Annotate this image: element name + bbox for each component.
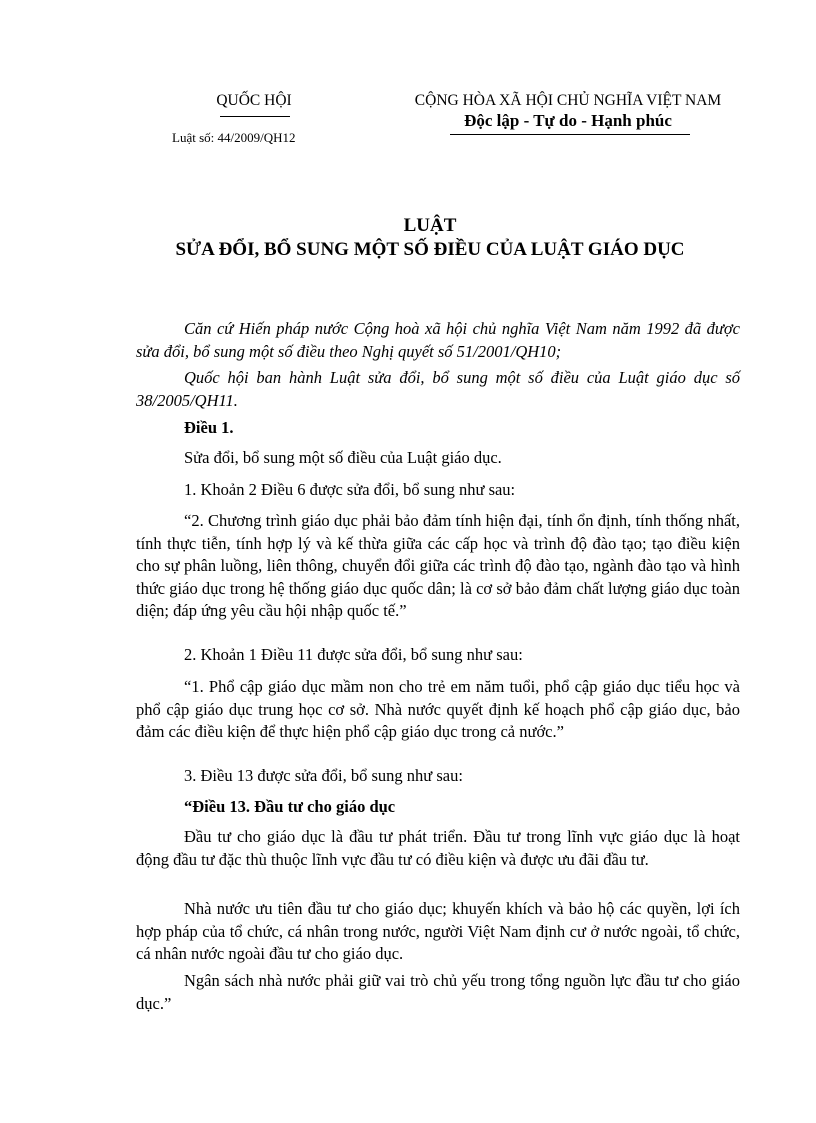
national-motto: Độc lập - Tự do - Hạnh phúc [464,111,672,130]
article-1-intro: Sửa đổi, bổ sung một số điều của Luật giáo dục. [184,448,502,467]
issuing-agency: QUỐC HỘI [216,92,292,109]
item-3-heading: 3. Điều 13 được sửa đổi, bổ sung như sau: [184,766,463,785]
item-1-heading: 1. Khoản 2 Điều 6 được sửa đổi, bổ sung như sau: [184,480,516,499]
article-1-heading: Điều 1. [184,418,234,437]
agency-underline [220,116,290,117]
country-name: CỘNG HÒA XÃ HỘI CHỦ NGHĨA VIỆT NAM [414,92,722,109]
preamble-constitution: Căn cứ Hiến pháp nước Cộng hoà xã hội chủ nghĩa Việt Nam năm 1992 đã được sửa đổi, bổ sung một số điều theo Nghị quyết số 51/2001/QH10; [136,319,740,361]
law-number: Luật số: 44/2009/QH12 [172,130,296,145]
item-2-text: “1. Phổ cập giáo dục mầm non cho trẻ em năm tuổi, phổ cập giáo dục tiểu học và phổ cập giáo dục trung học cơ sở. Nhà nước quyết định kế hoạch phổ cập giáo dục, bảo đảm các điều kiện để thực hiện phổ cập giáo dục trong cả nước.” [136,677,740,741]
article-13-title: “Điều 13. Đầu tư cho giáo dục [184,797,396,816]
document-title: LUẬT [403,215,457,236]
article-13-paragraph-2: Nhà nước ưu tiên đầu tư cho giáo dục; khuyến khích và bảo hộ các quyền, lợi ích hợp pháp của tổ chức, cá nhân trong nước, người Việt Nam định cư ở nước ngoài, tổ chức, cá nhân nước ngoài đầu tư cho giáo dục. [136,899,740,963]
item-2-heading: 2. Khoản 1 Điều 11 được sửa đổi, bổ sung như sau: [184,645,523,664]
item-1-text: “2. Chương trình giáo dục phải bảo đảm tính hiện đại, tính ổn định, tính thống nhất, tính thực tiễn, tính hợp lý và kế thừa giữa các cấp học và trình độ đào tạo; tạo điều kiện cho sự phân luồng, liên thông, chuyển đổi giữa các trình độ đào tạo, ngành đào tạo và hình thức giáo dục trong hệ thống giáo dục quốc dân; là cơ sở bảo đảm chất lượng giáo dục toàn diện; đáp ứng yêu cầu hội nhập quốc tế.” [136,511,740,620]
preamble-enactment: Quốc hội ban hành Luật sửa đổi, bổ sung một số điều của Luật giáo dục số 38/2005/QH11. [136,368,740,410]
article-13-paragraph-3: Ngân sách nhà nước phải giữ vai trò chủ yếu trong tổng nguồn lực đầu tư cho giáo dục.” [136,971,740,1013]
article-13-paragraph-1: Đầu tư cho giáo dục là đầu tư phát triển. Đầu tư trong lĩnh vực giáo dục là hoạt động đầu tư đặc thù thuộc lĩnh vực đầu tư có điều kiện và được ưu đãi đầu tư. [136,827,740,869]
motto-underline [450,134,690,135]
document-subtitle: SỬA ĐỔI, BỔ SUNG MỘT SỐ ĐIỀU CỦA LUẬT GIÁO DỤC [175,239,685,260]
